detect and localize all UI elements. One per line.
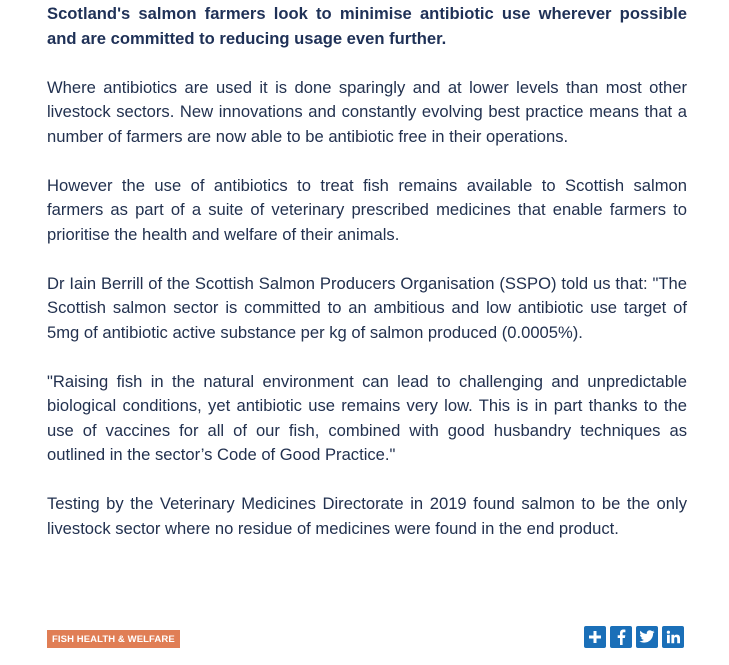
article-footer <box>47 626 687 652</box>
facebook-icon <box>614 629 628 645</box>
twitter-icon <box>639 630 655 644</box>
article-paragraph: "Raising fish in the natural environment can lead to challenging and unpredictable biological conditions, yet antibiotic use remains very low. This is in part thanks to the use of vaccines for all of our fish, combined with good husbandry techniques as outlined in the sector’s Code of Good Practice." <box>47 371 687 464</box>
category-tag-link[interactable]: FISH HEALTH & WELFARE <box>47 630 180 648</box>
share-facebook-button[interactable] <box>610 626 632 648</box>
article-paragraph: Testing by the Veterinary Medicines Directorate in 2019 found salmon to be the only livestock sector where no residue of medicines were found in the end product. <box>47 494 687 538</box>
share-twitter-button[interactable] <box>636 626 658 648</box>
share-linkedin-button[interactable] <box>662 626 684 648</box>
article-paragraph: However the use of antibiotics to treat fish remains available to Scottish salmon farmers as part of a suite of veterinary prescribed medicines that enable farmers to prioritise the health and welfare of their animals. <box>47 175 687 244</box>
share-more-button[interactable] <box>584 626 606 648</box>
article-body <box>47 2 687 566</box>
article-paragraph: Dr Iain Berrill of the Scottish Salmon Producers Organisation (SSPO) told us that: "The Scottish salmon sector is committed to an ambitious and low antibiotic use target of 5mg of antibiotic active substance per kg of salmon produced (0.0005%). <box>47 273 687 342</box>
lead-paragraph: Scotland's salmon farmers look to minimise antibiotic use wherever possible and are committed to reducing usage even further. <box>47 4 687 48</box>
article-paragraph: Where antibiotics are used it is done sparingly and at lower levels than most other livestock sectors. New innovations and constantly evolving best practice means that a number of farmers are now able to be antibiotic free in their operations. <box>47 77 687 146</box>
linkedin-icon <box>666 630 680 644</box>
plus-icon <box>588 630 602 644</box>
share-toolbar <box>584 626 684 648</box>
